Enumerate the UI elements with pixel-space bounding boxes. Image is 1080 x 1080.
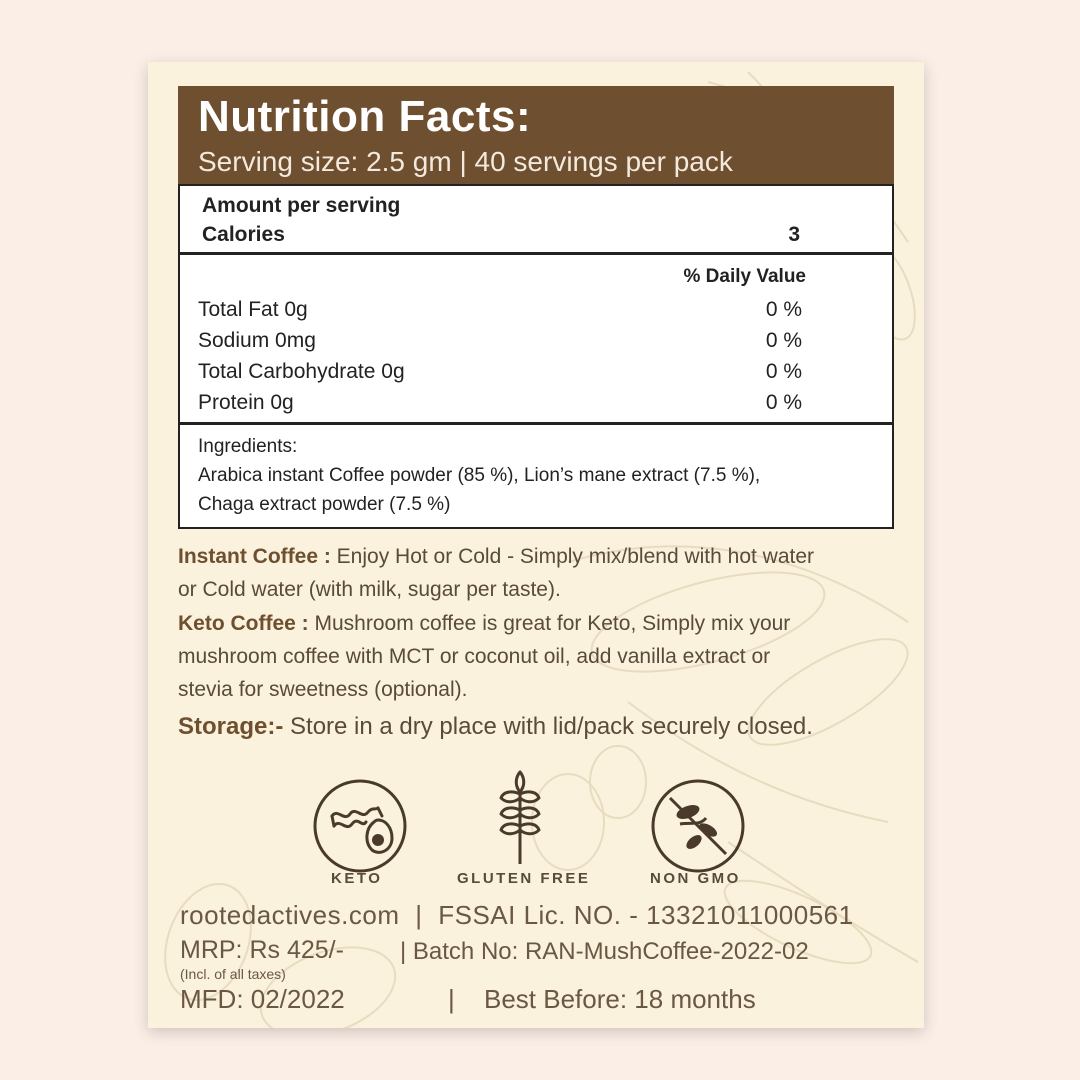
- gluten-free-label: GLUTEN FREE: [457, 870, 591, 887]
- batch-line: [400, 938, 809, 966]
- keto-coffee-text: mushroom coffee with MCT or coconut oil, add vanilla extract or: [178, 645, 771, 668]
- nutrient-row-name: Protein 0g: [198, 391, 294, 414]
- website: rootedactives.com: [180, 900, 400, 930]
- instant-coffee-text: Enjoy Hot or Cold - Simply mix/blend with hot water: [330, 545, 815, 568]
- nutrient-row-name: Total Carbohydrate 0g: [198, 360, 405, 383]
- nutrient-row-dv: 0 %: [765, 329, 802, 352]
- tax-note: (Incl. of all taxes): [180, 966, 286, 982]
- storage-label: Storage:-: [178, 713, 284, 740]
- instant-coffee-label: Instant Coffee :: [178, 545, 331, 568]
- keto-coffee-text: stevia for sweetness (optional).: [178, 678, 468, 701]
- nutrient-row-name: Sodium 0mg: [198, 329, 316, 352]
- keto-coffee-instructions: [178, 607, 898, 706]
- nutrition-title: Nutrition Facts:: [198, 92, 532, 141]
- non-gmo-icon: [650, 778, 746, 874]
- footer-line-1: [180, 900, 854, 931]
- divider: [180, 422, 892, 425]
- serving-size: Serving size: 2.5 gm | 40 servings per pack: [198, 146, 733, 177]
- ingredients-label: Ingredients:: [198, 436, 298, 457]
- keto-label: KETO: [331, 870, 383, 887]
- nutrition-label-card: [148, 62, 924, 1028]
- non-gmo-label: NON GMO: [650, 870, 741, 887]
- best-before: Best Before: 18 months: [484, 984, 756, 1014]
- keto-bacon-avocado-icon: [312, 778, 408, 874]
- nutrient-row-name: Total Fat 0g: [198, 298, 308, 321]
- wheat-icon: [493, 768, 547, 868]
- calories-label: Calories: [202, 223, 285, 246]
- daily-value-header: % Daily Value: [683, 266, 806, 287]
- mrp: MRP: Rs 425/-: [180, 936, 344, 964]
- instant-coffee-instructions: [178, 540, 898, 606]
- keto-coffee-label: Keto Coffee :: [178, 612, 309, 635]
- nutrition-table: [178, 184, 894, 529]
- keto-coffee-text: Mushroom coffee is great for Keto, Simply mix your: [308, 612, 791, 635]
- ingredients-line: Arabica instant Coffee powder (85 %), Lion’s mane extract (7.5 %),: [198, 465, 761, 486]
- separator: |: [400, 938, 407, 965]
- nutrient-row-dv: 0 %: [765, 298, 802, 321]
- nutrition-header: [178, 86, 894, 184]
- ingredients-line: Chaga extract powder (7.5 %): [198, 494, 451, 515]
- fssai-license: FSSAI Lic. NO. - 13321011000561: [438, 900, 854, 930]
- separator: |: [415, 900, 423, 930]
- divider: [180, 252, 892, 255]
- amount-per-serving-label: Amount per serving: [202, 194, 401, 217]
- diet-badges: [148, 762, 924, 902]
- calories-value: 3: [788, 223, 800, 246]
- batch-number: Batch No: RAN-MushCoffee-2022-02: [412, 938, 809, 965]
- nutrient-row-dv: 0 %: [765, 391, 802, 414]
- mfd-date: MFD: 02/2022: [180, 984, 345, 1014]
- separator: |: [448, 984, 455, 1014]
- storage-text: Store in a dry place with lid/pack securely closed.: [283, 713, 813, 740]
- nutrient-row-dv: 0 %: [765, 360, 802, 383]
- storage-instructions: [178, 710, 898, 744]
- instant-coffee-text: or Cold water (with milk, sugar per taste).: [178, 578, 561, 601]
